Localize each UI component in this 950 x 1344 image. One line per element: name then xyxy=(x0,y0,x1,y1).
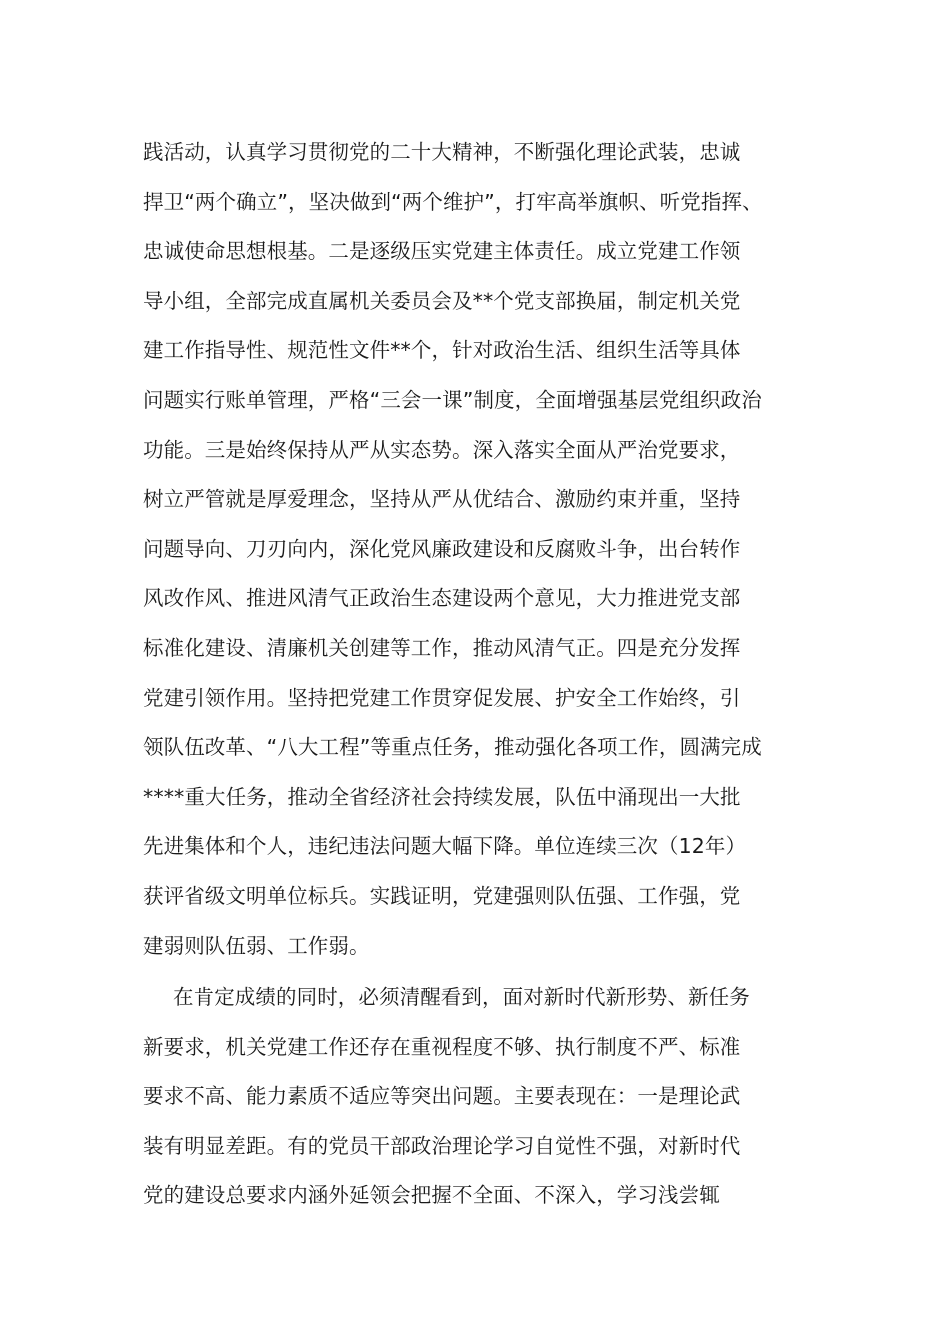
text-line: 要求不高、能力素质不适应等突出问题。主要表现在：一是理论武 xyxy=(143,1084,741,1109)
text-line: 问题导向、刀刃向内，深化党风廉政建设和反腐败斗争，出台转作 xyxy=(143,536,741,561)
text-line: 问题实行账单管理，严格“三会一课”制度，全面增强基层党组织政治 xyxy=(143,387,762,412)
text-line: 导小组，全部完成直属机关委员会及**个党支部换届，制定机关党 xyxy=(143,288,741,313)
paragraph-problems xyxy=(143,973,807,1221)
text-line: ****重大任务，推动全省经济社会持续发展，队伍中涌现出一大批 xyxy=(143,784,741,809)
text-line: 领队伍改革、“八大工程”等重点任务，推动强化各项工作，圆满完成 xyxy=(143,735,762,760)
text-line: 树立严管就是厚爱理念，坚持从严从优结合、激励约束并重，坚持 xyxy=(143,487,741,512)
text-line: 先进集体和个人，违纪违法问题大幅下降。单位连续三次（12年） xyxy=(143,834,747,859)
text-line-first-indented: 在肯定成绩的同时，必须清醒看到，面对新时代新形势、新任务 xyxy=(173,985,750,1010)
text-line: 功能。三是始终保持从严从实态势。深入落实全面从严治党要求， xyxy=(143,437,741,462)
text-line: 新要求，机关党建工作还存在重视程度不够、执行制度不严、标准 xyxy=(143,1034,741,1059)
text-line: 风改作风、推进风清气正政治生态建设两个意见，大力推进党支部 xyxy=(143,586,741,611)
text-line: 标准化建设、清廉机关创建等工作，推动风清气正。四是充分发挥 xyxy=(143,635,741,660)
text-line: 获评省级文明单位标兵。实践证明，党建强则队伍强、工作强，党 xyxy=(143,883,741,908)
text-line: 党的建设总要求内涵外延领会把握不全面、不深入，学习浅尝辄 xyxy=(143,1183,720,1208)
text-line: 捍卫“两个确立”，坚决做到“两个维护”，打牢高举旗帜、听党指挥、 xyxy=(143,189,763,214)
text-line: 践活动，认真学习贯彻党的二十大精神，不断强化理论武装，忠诚 xyxy=(143,140,741,164)
text-line: 装有明显差距。有的党员干部政治理论学习自觉性不强，对新时代 xyxy=(143,1133,741,1158)
text-line: 党建引领作用。坚持把党建工作贯穿促发展、护安全工作始终，引 xyxy=(143,685,741,710)
text-line: 忠诚使命思想根基。二是逐级压实党建主体责任。成立党建工作领 xyxy=(143,239,741,264)
text-line: 建弱则队伍弱、工作弱。 xyxy=(143,933,370,958)
paragraph-achievements xyxy=(143,128,807,971)
text-line: 建工作指导性、规范性文件**个，针对政治生活、组织生活等具体 xyxy=(143,338,741,363)
document-body xyxy=(143,128,807,1221)
